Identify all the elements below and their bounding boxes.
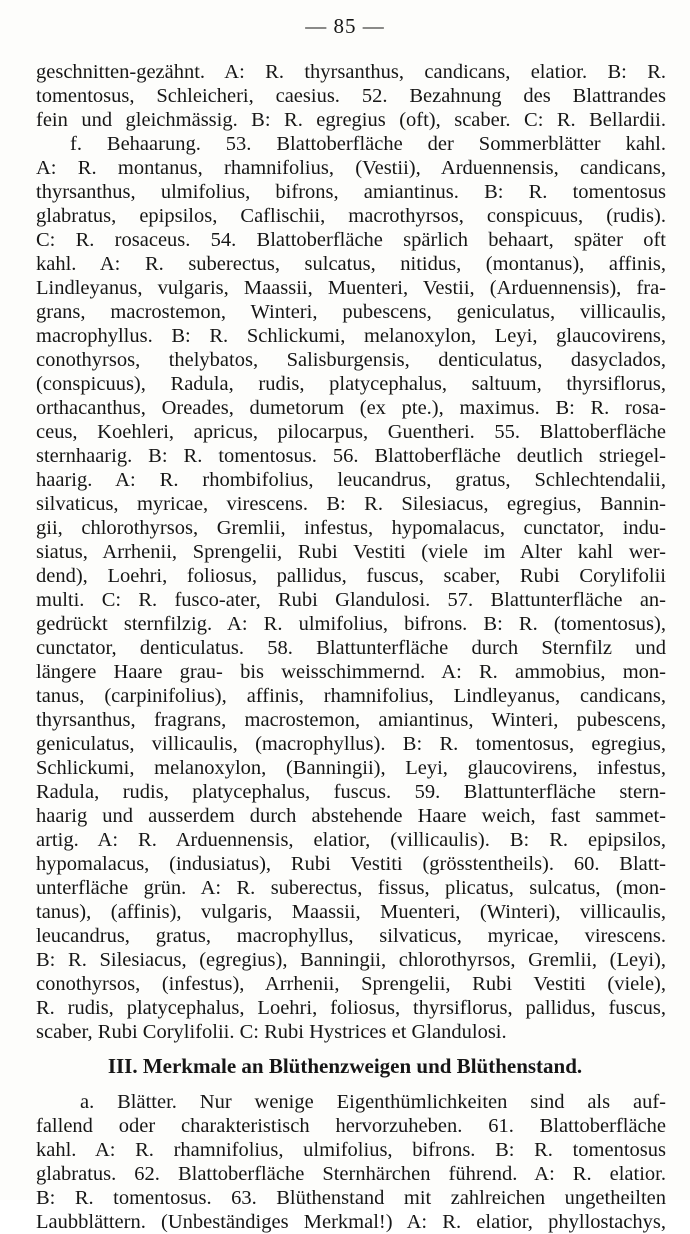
text-line-24: gedrückt sternfilzig. A: R. ulmifolius, bifrons. B: R. (tomentosus), <box>36 613 666 635</box>
text-line-25: cunctator, denticulatus. 58. Blattunterfläche durch Sternfilz und <box>36 637 666 659</box>
section-line-6: Laubblättern. (Unbeständiges Merkmal!) A: R. elatior, phyllostachys, <box>36 1211 666 1233</box>
text-line-22: dend), Loehri, foliosus, pallidus, fuscus, scaber, Rubi Corylifolii <box>36 565 666 587</box>
text-line-19: silvaticus, myricae, virescens. B: R. Silesiacus, egregius, Bannin- <box>36 493 666 515</box>
text-line-7: glabratus, epipsilos, Caflischii, macrothyrsos, conspicuus, (rudis). <box>36 205 666 227</box>
text-line-17: sternhaarig. B: R. tomentosus. 56. Blattoberfläche deutlich striegel- <box>36 445 666 467</box>
text-line-16: ceus, Koehleri, apricus, pilocarpus, Guentheri. 55. Blattoberfläche <box>36 421 666 443</box>
section-line-3: kahl. A: R. rhamnifolius, ulmifolius, bifrons. B: R. tomentosus <box>36 1139 666 1161</box>
text-line-23: multi. C: R. fusco-ater, Rubi Glandulosi. 57. Blattunterfläche an- <box>36 589 666 611</box>
text-line-4: f. Behaarung. 53. Blattoberfläche der Sommerblätter kahl. <box>70 133 666 155</box>
text-line-29: geniculatus, villicaulis, (macrophyllus). B: R. tomentosus, egregius, <box>36 733 666 755</box>
text-line-18: haarig. A: R. rhombifolius, leucandrus, gratus, Schlechtendalii, <box>36 469 666 491</box>
section-line-1: a. Blätter. Nur wenige Eigenthümlichkeiten sind als auf- <box>80 1091 666 1113</box>
page-number: — 85 — <box>305 14 385 38</box>
text-line-15: orthacanthus, Oreades, dumetorum (ex pte.), maximus. B: R. rosa- <box>36 397 666 419</box>
text-line-6: thyrsanthus, ulmifolius, bifrons, amiantinus. B: R. tomentosus <box>36 181 666 203</box>
text-line-38: B: R. Silesiacus, (egregius), Banningii, chlorothyrsos, Gremlii, (Leyi), <box>36 949 666 971</box>
text-line-31: Radula, rudis, platycephalus, fuscus. 59. Blattunterfläche stern- <box>36 781 666 803</box>
text-line-32: haarig und ausserdem durch abstehende Haare weich, fast sammet- <box>36 805 666 827</box>
text-line-33: artig. A: R. Arduennensis, elatior, (villicaulis). B: R. epipsilos, <box>36 829 666 851</box>
text-line-2: tomentosus, Schleicheri, caesius. 52. Bezahnung des Blattrandes <box>36 85 666 107</box>
text-line-34: hypomalacus, (indusiatus), Rubi Vestiti (grösstentheils). 60. Blatt- <box>36 853 666 875</box>
text-line-9: kahl. A: R. suberectus, sulcatus, nitidus, (montanus), affinis, <box>36 253 666 275</box>
section-line-5: B: R. tomentosus. 63. Blüthenstand mit zahlreichen ungetheilten <box>36 1187 666 1209</box>
text-line-27: tanus, (carpinifolius), affinis, rhamnifolius, Lindleyanus, candicans, <box>36 685 666 707</box>
text-line-39: conothyrsos, (infestus), Arrhenii, Sprengelii, Rubi Vestiti (viele), <box>36 973 666 995</box>
text-line-35: unterfläche grün. A: R. suberectus, fissus, plicatus, sulcatus, (mon- <box>36 877 666 899</box>
text-line-36: tanus), (affinis), vulgaris, Maassii, Muenteri, (Winteri), villicaulis, <box>36 901 666 923</box>
text-line-28: thyrsanthus, fragrans, macrostemon, amiantinus, Winteri, pubescens, <box>36 709 666 731</box>
text-line-37: leucandrus, gratus, macrophyllus, silvaticus, myricae, virescens. <box>36 925 666 947</box>
text-line-40: R. rudis, platycephalus, Loehri, foliosus, thyrsiflorus, pallidus, fuscus, <box>36 997 666 1019</box>
text-line-1: geschnitten-gezähnt. A: R. thyrsanthus, candicans, elatior. B: R. <box>36 61 666 83</box>
text-line-5: A: R. montanus, rhamnifolius, (Vestii), Arduennensis, candicans, <box>36 157 666 179</box>
text-line-26: längere Haare grau- bis weisschimmernd. A: R. ammobius, mon- <box>36 661 666 683</box>
text-line-8: C: R. rosaceus. 54. Blattoberfläche spärlich behaart, später oft <box>36 229 666 251</box>
text-line-14: (conspicuus), Radula, rudis, platycephalus, saltuum, thyrsiflorus, <box>36 373 666 395</box>
text-line-11: grans, macrostemon, Winteri, pubescens, geniculatus, villicaulis, <box>36 301 666 323</box>
text-line-20: gii, chlorothyrsos, Gremlii, infestus, hypomalacus, cunctator, indu- <box>36 517 666 539</box>
section-line-2: fallend oder charakteristisch hervorzuheben. 61. Blattoberfläche <box>36 1115 666 1137</box>
text-line-3: fein und gleichmässig. B: R. egregius (oft), scaber. C: R. Bellardii. <box>36 109 666 131</box>
text-line-12: macrophyllus. B: R. Schlickumi, melanoxylon, Leyi, glaucovirens, <box>36 325 666 347</box>
text-line-30: Schlickumi, melanoxylon, (Banningii), Leyi, glaucovirens, infestus, <box>36 757 666 779</box>
text-line-13: conothyrsos, thelybatos, Salisburgensis, denticulatus, dasyclados, <box>36 349 666 371</box>
text-line-21: siatus, Arrhenii, Sprengelii, Rubi Vestiti (viele im Alter kahl wer- <box>36 541 666 563</box>
text-line-10: Lindleyanus, vulgaris, Maassii, Muenteri, Vestii, (Arduennensis), fra- <box>36 277 666 299</box>
section-heading: III. Merkmale an Blüthenzweigen und Blüthenstand. <box>107 1054 583 1078</box>
section-line-4: glabratus. 62. Blattoberfläche Sternhärchen führend. A: R. elatior. <box>36 1163 666 1185</box>
text-line-41: scaber, Rubi Corylifolii. C: Rubi Hystrices et Glandulosi. <box>36 1021 507 1043</box>
